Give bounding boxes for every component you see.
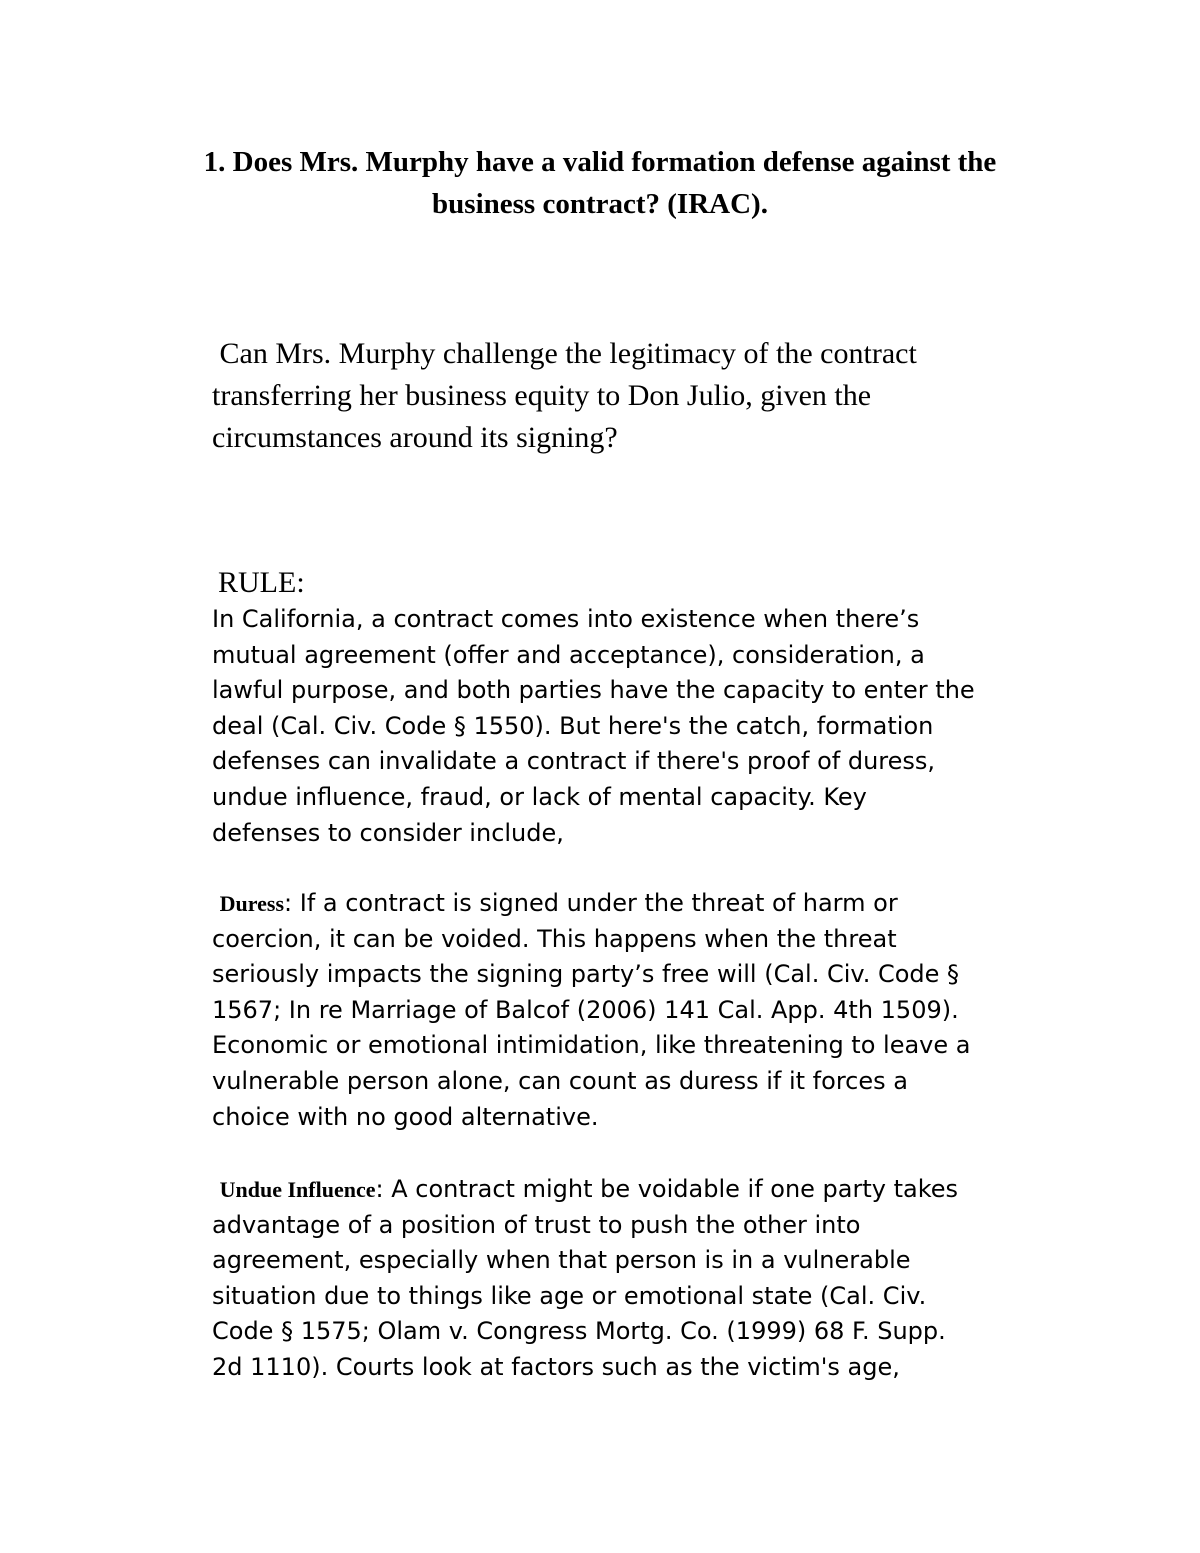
undue-influence-paragraph: [212, 1172, 1072, 1386]
rule-paragraph: In California, a contract comes into existence when there’s mutual agreement (offer and acceptance), consideration, a lawful purpose, and both parties have the capacity to enter the deal (Cal. Civ. Code § 1550). But here's the catch, formation defenses can invalidate a contract if there's proof of duress, undue influence, fraud, or lack of mental capacity. Key defenses to consider include,: [212, 605, 975, 847]
undue-influence-term: Undue Influence: [219, 1177, 376, 1202]
duress-term: Duress: [219, 891, 285, 916]
duress-paragraph: [212, 886, 1072, 1135]
question-heading: 1. Does Mrs. Murphy have a valid formation defense against the business contract? (IRAC).: [203, 146, 997, 220]
undue-influence-text: : A contract might be voidable if one party takes advantage of a position of trust to push the other into agreement, especially when that person is in a vulnerable situation due to things like age or emotional state (Cal. Civ. Code § 1575; Olam v. Congress Mortg. Co. (1999) 68 F. Supp. 2d 1110). Courts look at factors such as the victim's age,: [212, 1175, 959, 1381]
issue-text: Can Mrs. Murphy challenge the legitimacy of the contract transferring her business equity to Don Julio, given the circumstances around its signing?: [212, 337, 917, 454]
rule-heading: RULE:: [218, 566, 305, 599]
issue-paragraph: [212, 333, 1042, 459]
duress-text: : If a contract is signed under the threat of harm or coercion, it can be voided. This happens when the threat seriously impacts the signing party’s free will (Cal. Civ. Code § 1567; In re Marriage of Balcof (2006) 141 Cal. App. 4th 1509). Economic or emotional intimidation, like threatening to leave a vulnerable person alone, can count as duress if it forces a choice with no good alternative.: [212, 889, 971, 1131]
